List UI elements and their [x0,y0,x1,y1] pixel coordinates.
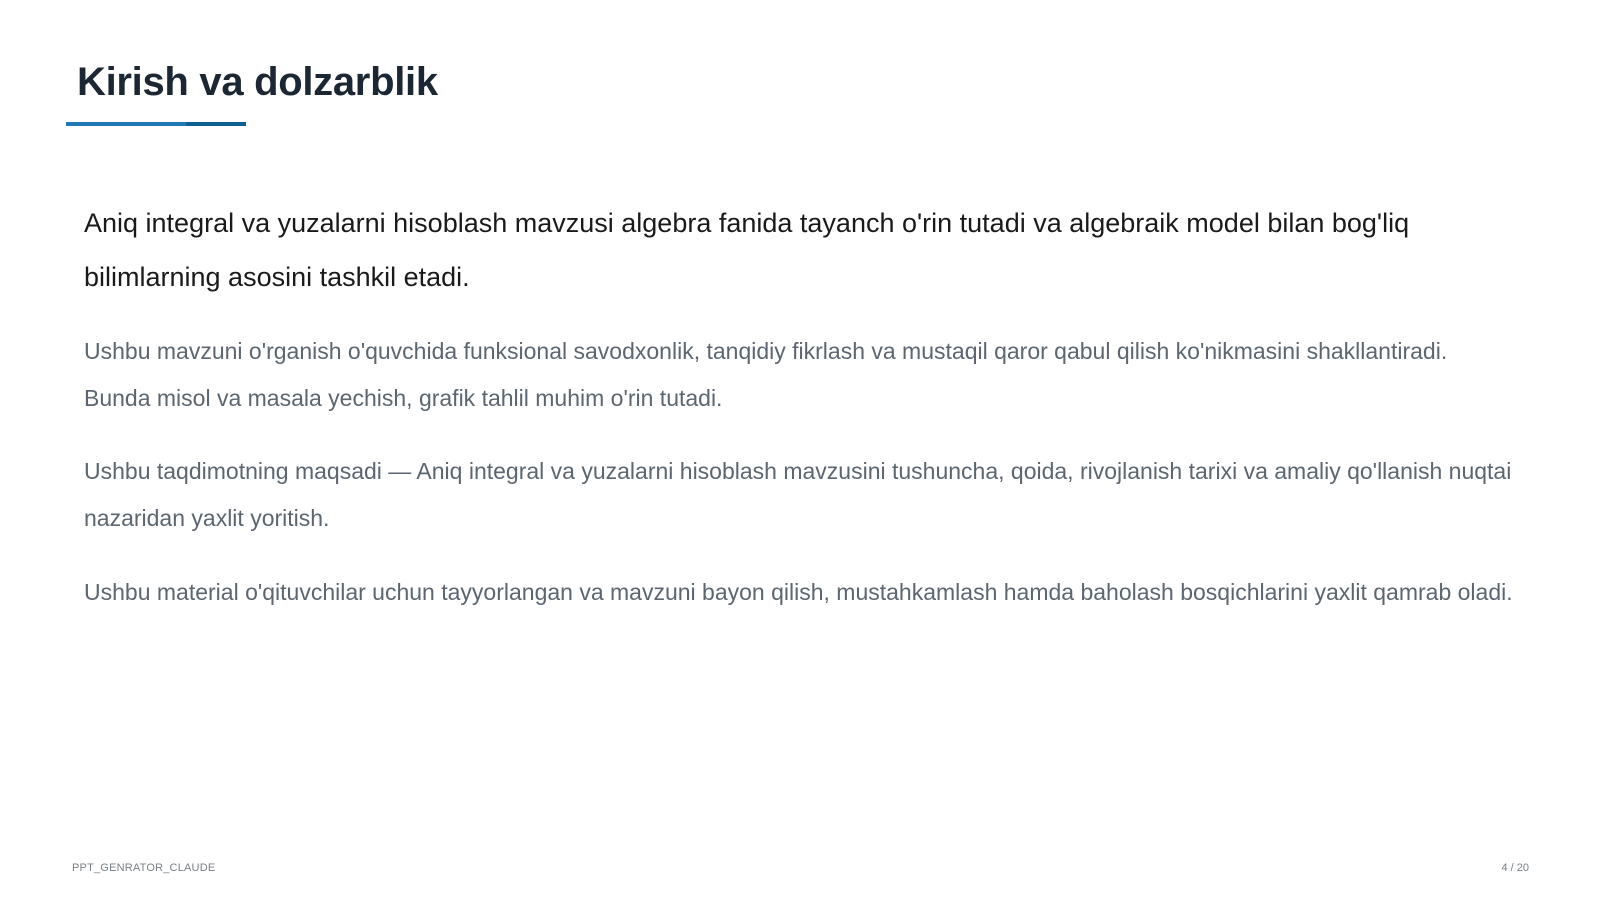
body-paragraph-2: Ushbu taqdimotning maqsadi — Aniq integral va yuzalarni hisoblash mavzusini tushuncha, qoida, rivojlanish tarixi va amaliy qo'llanish nuqtai nazaridan yaxlit yoritish. [84,458,1512,531]
title-underline-accent [186,122,246,126]
body-paragraph-1: Ushbu mavzuni o'rganish o'quvchida funksional savodxonlik, tanqidiy fikrlash va mustaqil qaror qabul qilish ko'nikmasini shakllantiradi. Bunda misol va masala yechish, grafik tahlil muhim o'rin tutadi. [84,338,1448,411]
footer-source: PPT_GENRATOR_CLAUDE [72,862,216,874]
page-indicator: 4 / 20 [1501,862,1529,874]
body-paragraph-3: Ushbu material o'qituvchilar uchun tayyorlangan va mavzuni bayon qilish, mustahkamlash hamda baholash bosqichlarini yaxlit qamrab oladi. [84,579,1513,605]
slide-title: Kirish va dolzarblik [77,60,438,104]
lead-paragraph: Aniq integral va yuzalarni hisoblash mavzusi algebra fanida tayanch o'rin tutadi va algebraik model bilan bog'liq bilimlarning asosini tashkil etadi. [84,208,1410,292]
